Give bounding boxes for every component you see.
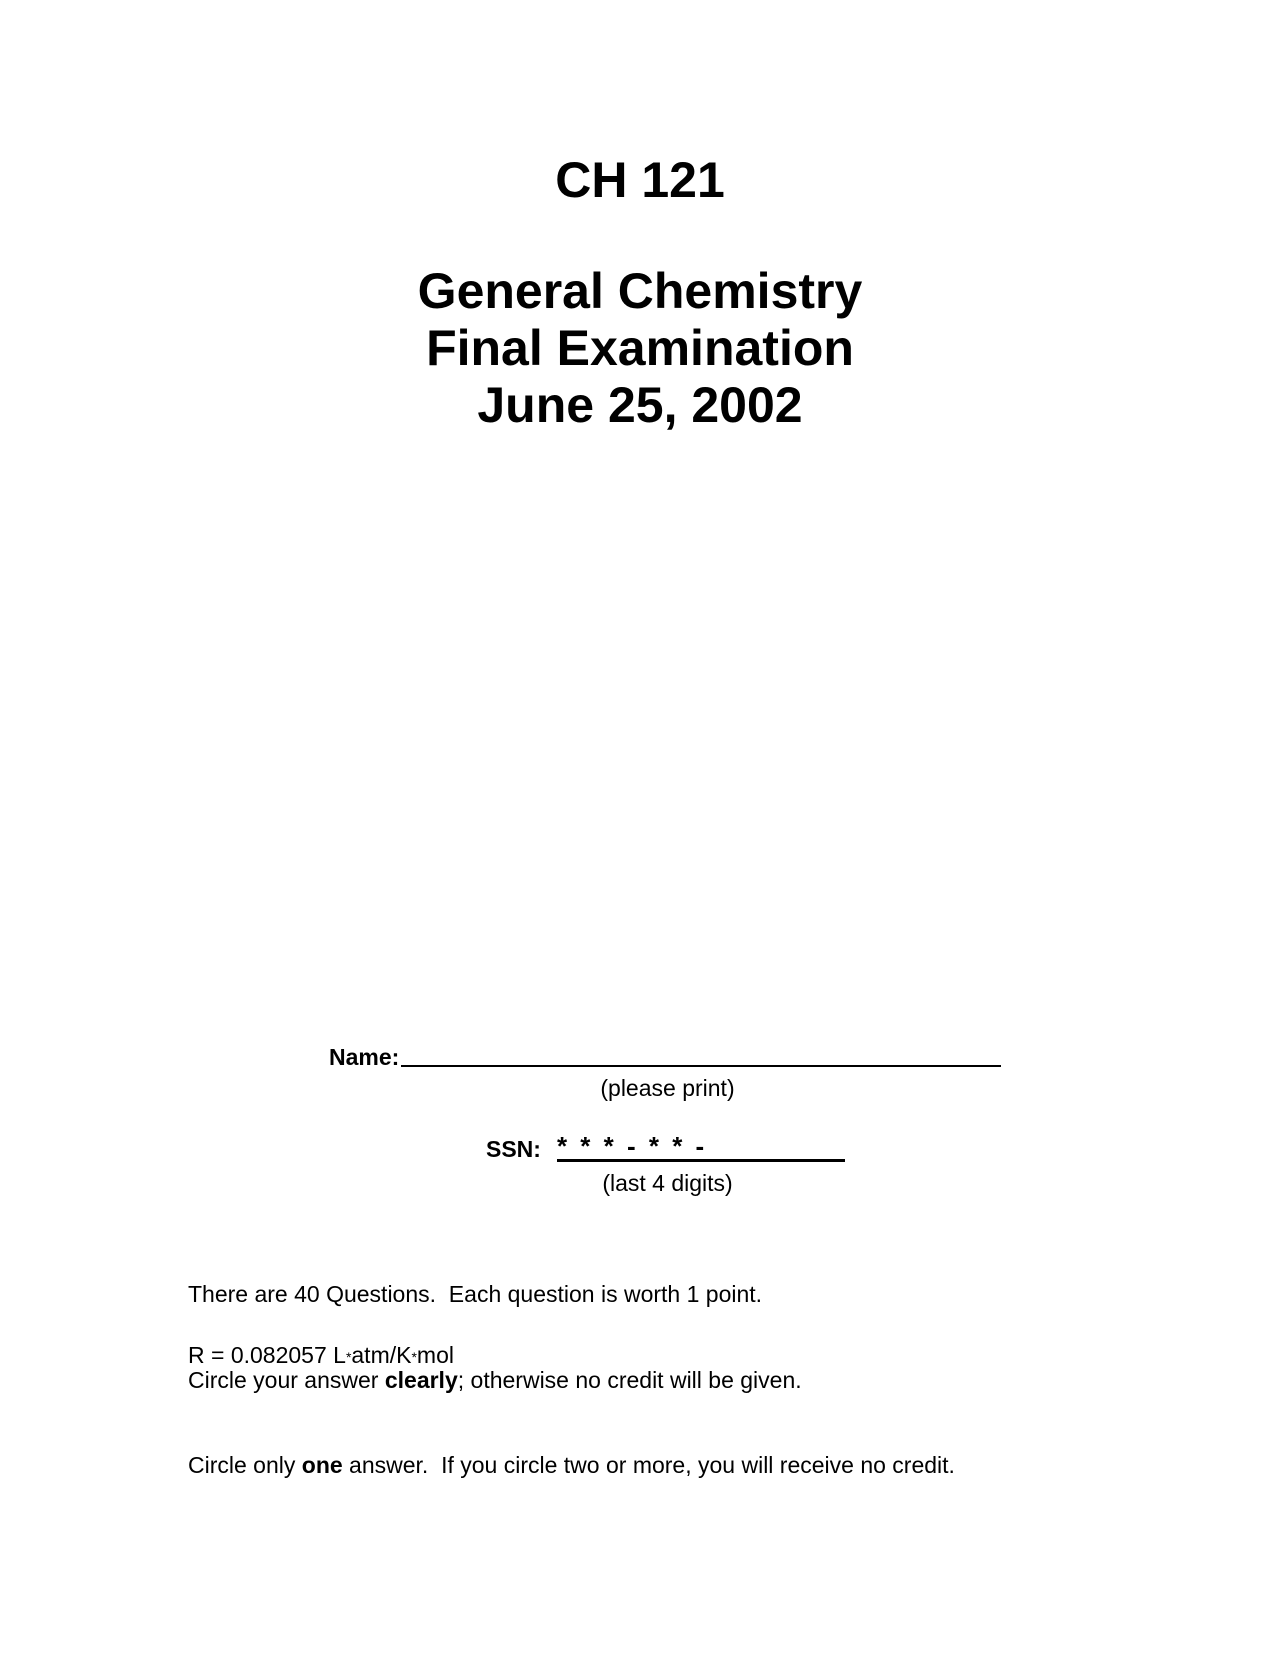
ssn-field-row — [486, 1133, 845, 1162]
instruction-text: Circle your answer — [188, 1366, 385, 1393]
emphasis-one: one — [301, 1452, 343, 1478]
instruction-text: ; otherwise no credit will be given. — [457, 1366, 802, 1393]
ssn-hint: (last 4 digits) — [602, 1170, 733, 1196]
name-hint: (please print) — [600, 1075, 735, 1101]
emphasis-clearly: clearly — [384, 1366, 458, 1393]
instruction-text: answer. If you circle two or more, you will receive no credit. — [342, 1452, 955, 1478]
instruction-text: Circle only — [188, 1452, 302, 1478]
exam-subject: General Chemistry — [417, 263, 863, 319]
instruction-circle-clearly — [188, 1366, 955, 1395]
exam-title-block — [0, 263, 1280, 434]
multiplication-dot: * — [411, 1349, 417, 1365]
gas-constant — [188, 1342, 454, 1369]
constant-text: mol — [416, 1342, 454, 1368]
name-blank-line[interactable] — [401, 1065, 1001, 1067]
ssn-label: SSN: — [486, 1136, 541, 1162]
instruction-circle-one — [188, 1451, 955, 1480]
exam-type: Final Examination — [426, 320, 854, 376]
course-code: CH 121 — [555, 152, 725, 208]
constant-text: R = 0.082057 L — [188, 1342, 346, 1368]
constant-text: atm/K — [351, 1342, 412, 1368]
ssn-blank-line[interactable]: * * * - * * - — [557, 1133, 845, 1162]
instruction-question-count: There are 40 Questions. Each question is worth 1 point. — [188, 1281, 763, 1307]
name-field-row — [329, 1044, 1001, 1070]
name-label: Name: — [329, 1044, 400, 1070]
exam-date: June 25, 2002 — [477, 377, 803, 433]
multiplication-dot: * — [345, 1349, 352, 1365]
